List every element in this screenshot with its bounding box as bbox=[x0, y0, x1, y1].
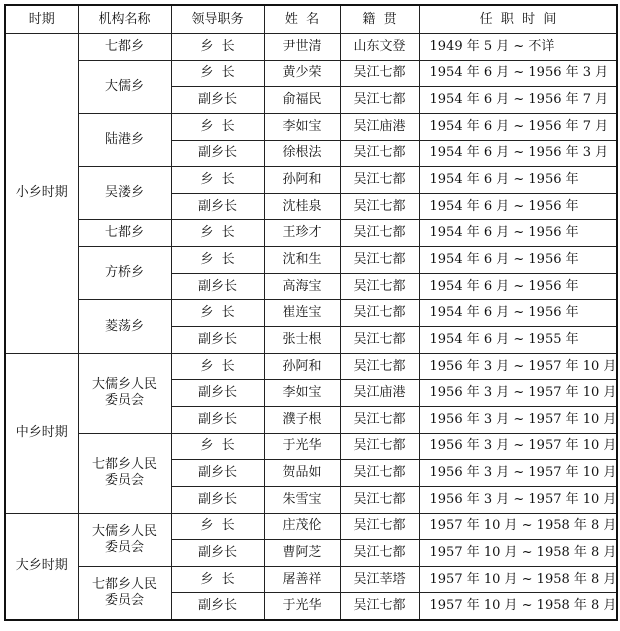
position-cell: 副乡长 bbox=[171, 140, 264, 167]
name-cell: 沈桂泉 bbox=[264, 193, 340, 220]
origin-cell: 吴江庙港 bbox=[340, 113, 419, 140]
header-position: 领导职务 bbox=[171, 5, 264, 34]
origin-cell: 吴江七都 bbox=[340, 433, 419, 460]
table-row bbox=[5, 220, 617, 247]
name-cell: 崔连宝 bbox=[264, 300, 340, 327]
name-cell: 于光华 bbox=[264, 433, 340, 460]
org-cell: 陆港乡 bbox=[78, 113, 171, 166]
name-cell: 孙阿和 bbox=[264, 353, 340, 380]
org-cell: 大儒乡人民委员会 bbox=[78, 353, 171, 433]
table-row bbox=[5, 167, 617, 194]
origin-cell: 吴江七都 bbox=[340, 353, 419, 380]
position-cell: 乡 长 bbox=[171, 513, 264, 540]
tenure-cell: 1954 年 6 月 ~ 1956 年 bbox=[419, 193, 617, 220]
tenure-cell: 1954 年 6 月 ~ 1956 年 7 月 bbox=[419, 87, 617, 114]
table-row bbox=[5, 113, 617, 140]
position-cell: 乡 长 bbox=[171, 566, 264, 593]
origin-cell: 吴江莘塔 bbox=[340, 566, 419, 593]
table-row bbox=[5, 34, 617, 61]
header-org: 机构名称 bbox=[78, 5, 171, 34]
name-cell: 李如宝 bbox=[264, 380, 340, 407]
tenure-cell: 1956 年 3 月 ~ 1957 年 10 月 bbox=[419, 486, 617, 513]
position-cell: 乡 长 bbox=[171, 113, 264, 140]
header-name: 姓 名 bbox=[264, 5, 340, 34]
name-cell: 屠善祥 bbox=[264, 566, 340, 593]
position-cell: 乡 长 bbox=[171, 167, 264, 194]
position-cell: 副乡长 bbox=[171, 593, 264, 620]
table-row bbox=[5, 300, 617, 327]
period-cell: 大乡时期 bbox=[5, 513, 78, 620]
tenure-cell: 1954 年 6 月 ~ 1956 年 bbox=[419, 273, 617, 300]
org-cell: 吴溇乡 bbox=[78, 167, 171, 220]
name-cell: 沈和生 bbox=[264, 247, 340, 274]
table-row bbox=[5, 247, 617, 274]
name-cell: 黄少荣 bbox=[264, 60, 340, 87]
header-origin: 籍 贯 bbox=[340, 5, 419, 34]
tenure-cell: 1956 年 3 月 ~ 1957 年 10 月 bbox=[419, 460, 617, 487]
tenure-cell: 1957 年 10 月 ~ 1958 年 8 月 bbox=[419, 593, 617, 620]
position-cell: 乡 长 bbox=[171, 433, 264, 460]
period-cell: 中乡时期 bbox=[5, 353, 78, 513]
name-cell: 高海宝 bbox=[264, 273, 340, 300]
period-cell: 小乡时期 bbox=[5, 34, 78, 354]
origin-cell: 吴江七都 bbox=[340, 273, 419, 300]
origin-cell: 吴江七都 bbox=[340, 60, 419, 87]
name-cell: 于光华 bbox=[264, 593, 340, 620]
origin-cell: 吴江七都 bbox=[340, 327, 419, 354]
origin-cell: 吴江七都 bbox=[340, 193, 419, 220]
position-cell: 副乡长 bbox=[171, 540, 264, 567]
name-cell: 张士根 bbox=[264, 327, 340, 354]
tenure-cell: 1954 年 6 月 ~ 1956 年 3 月 bbox=[419, 60, 617, 87]
position-cell: 副乡长 bbox=[171, 380, 264, 407]
table-row bbox=[5, 60, 617, 87]
name-cell: 王珍才 bbox=[264, 220, 340, 247]
origin-cell: 吴江七都 bbox=[340, 406, 419, 433]
position-cell: 乡 长 bbox=[171, 34, 264, 61]
tenure-cell: 1954 年 6 月 ~ 1956 年 7 月 bbox=[419, 113, 617, 140]
header-period: 时期 bbox=[5, 5, 78, 34]
origin-cell: 吴江七都 bbox=[340, 87, 419, 114]
tenure-cell: 1956 年 3 月 ~ 1957 年 10 月 bbox=[419, 406, 617, 433]
table-row bbox=[5, 353, 617, 380]
org-cell: 七都乡 bbox=[78, 220, 171, 247]
org-cell: 大儒乡人民委员会 bbox=[78, 513, 171, 566]
position-cell: 乡 长 bbox=[171, 220, 264, 247]
org-cell: 方桥乡 bbox=[78, 247, 171, 300]
origin-cell: 吴江七都 bbox=[340, 460, 419, 487]
tenure-cell: 1954 年 6 月 ~ 1956 年 bbox=[419, 247, 617, 274]
name-cell: 俞福民 bbox=[264, 87, 340, 114]
name-cell: 徐根法 bbox=[264, 140, 340, 167]
position-cell: 乡 长 bbox=[171, 353, 264, 380]
name-cell: 贺品如 bbox=[264, 460, 340, 487]
tenure-cell: 1954 年 6 月 ~ 1956 年 bbox=[419, 167, 617, 194]
tenure-cell: 1957 年 10 月 ~ 1958 年 8 月 bbox=[419, 513, 617, 540]
tenure-cell: 1954 年 6 月 ~ 1956 年 bbox=[419, 220, 617, 247]
name-cell: 李如宝 bbox=[264, 113, 340, 140]
name-cell: 曹阿芝 bbox=[264, 540, 340, 567]
origin-cell: 吴江七都 bbox=[340, 540, 419, 567]
origin-cell: 山东文登 bbox=[340, 34, 419, 61]
name-cell: 庄茂伦 bbox=[264, 513, 340, 540]
tenure-cell: 1957 年 10 月 ~ 1958 年 8 月 bbox=[419, 540, 617, 567]
origin-cell: 吴江七都 bbox=[340, 167, 419, 194]
origin-cell: 吴江七都 bbox=[340, 247, 419, 274]
position-cell: 副乡长 bbox=[171, 193, 264, 220]
tenure-cell: 1956 年 3 月 ~ 1957 年 10 月 bbox=[419, 353, 617, 380]
position-cell: 副乡长 bbox=[171, 406, 264, 433]
name-cell: 尹世清 bbox=[264, 34, 340, 61]
name-cell: 孙阿和 bbox=[264, 167, 340, 194]
table-body bbox=[5, 34, 617, 620]
position-cell: 乡 长 bbox=[171, 60, 264, 87]
origin-cell: 吴江七都 bbox=[340, 220, 419, 247]
tenure-cell: 1954 年 6 月 ~ 1956 年 3 月 bbox=[419, 140, 617, 167]
name-cell: 濮子根 bbox=[264, 406, 340, 433]
org-cell: 七都乡人民委员会 bbox=[78, 433, 171, 513]
tenure-cell: 1956 年 3 月 ~ 1957 年 10 月 bbox=[419, 433, 617, 460]
position-cell: 副乡长 bbox=[171, 87, 264, 114]
table-row bbox=[5, 433, 617, 460]
position-cell: 副乡长 bbox=[171, 460, 264, 487]
header-row bbox=[5, 5, 617, 34]
position-cell: 副乡长 bbox=[171, 327, 264, 354]
header-tenure: 任 职 时 间 bbox=[419, 5, 617, 34]
position-cell: 副乡长 bbox=[171, 486, 264, 513]
tenure-cell: 1949 年 5 月 ~ 不详 bbox=[419, 34, 617, 61]
position-cell: 乡 长 bbox=[171, 247, 264, 274]
org-cell: 菱荡乡 bbox=[78, 300, 171, 353]
tenure-cell: 1954 年 6 月 ~ 1956 年 bbox=[419, 300, 617, 327]
origin-cell: 吴江七都 bbox=[340, 593, 419, 620]
tenure-cell: 1954 年 6 月 ~ 1955 年 bbox=[419, 327, 617, 354]
origin-cell: 吴江庙港 bbox=[340, 380, 419, 407]
officials-table bbox=[4, 4, 618, 621]
table-row bbox=[5, 513, 617, 540]
position-cell: 副乡长 bbox=[171, 273, 264, 300]
org-cell: 七都乡人民委员会 bbox=[78, 566, 171, 619]
origin-cell: 吴江七都 bbox=[340, 140, 419, 167]
name-cell: 朱雪宝 bbox=[264, 486, 340, 513]
origin-cell: 吴江七都 bbox=[340, 513, 419, 540]
origin-cell: 吴江七都 bbox=[340, 486, 419, 513]
org-cell: 七都乡 bbox=[78, 34, 171, 61]
position-cell: 乡 长 bbox=[171, 300, 264, 327]
origin-cell: 吴江七都 bbox=[340, 300, 419, 327]
table-row bbox=[5, 566, 617, 593]
tenure-cell: 1956 年 3 月 ~ 1957 年 10 月 bbox=[419, 380, 617, 407]
org-cell: 大儒乡 bbox=[78, 60, 171, 113]
tenure-cell: 1957 年 10 月 ~ 1958 年 8 月 bbox=[419, 566, 617, 593]
